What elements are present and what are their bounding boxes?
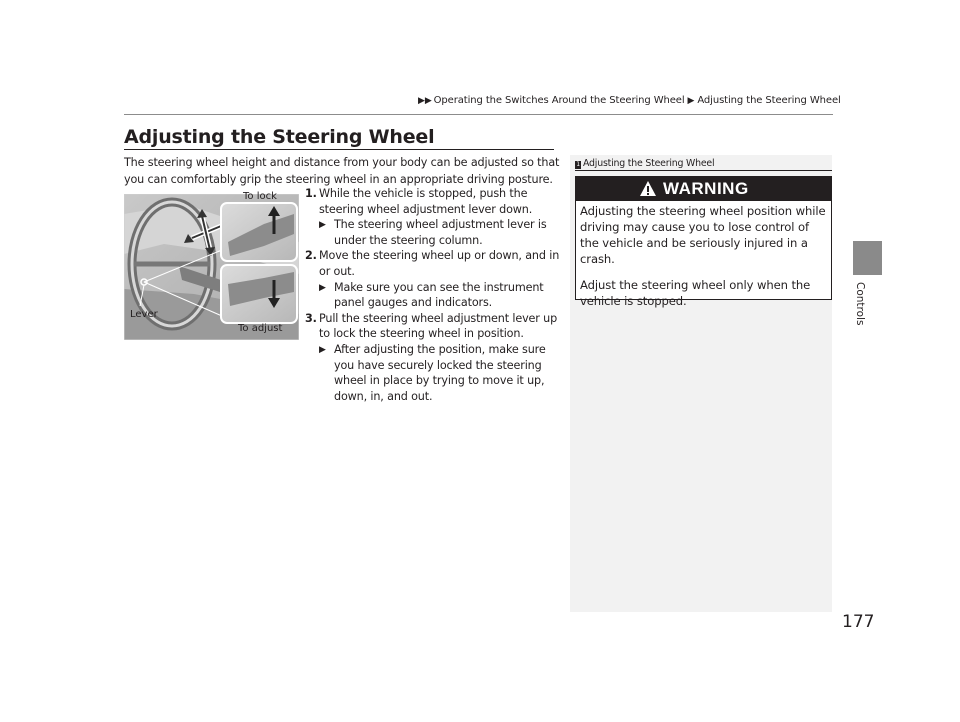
step-note-text: After adjusting the position, make sure you have securely locked the steering wheel in place by trying to move it up, down, in, and out. — [334, 342, 546, 403]
warning-triangle-icon — [639, 180, 657, 197]
section-title: Adjusting the Steering Wheel — [124, 126, 435, 148]
step-number: 2. — [305, 249, 317, 263]
title-rule — [124, 149, 554, 150]
step-note — [319, 280, 560, 311]
arrow-icon: ▶ — [319, 282, 326, 293]
intro-text: The steering wheel height and distance from your body can be adjusted so that you can comfortably grip the steering wheel in an appropriate driving posture. — [124, 156, 560, 186]
sidebar-heading[interactable]: 1 Adjusting the Steering Wheel — [576, 158, 715, 169]
page-number: 177 — [842, 612, 875, 632]
header-rule — [124, 114, 833, 115]
warning-text: Adjust the steering wheel only when the vehicle is stopped. — [580, 278, 811, 308]
warning-label: WARNING — [663, 179, 749, 198]
arrow-icon: ▶ — [319, 220, 326, 231]
sidebar-rule — [575, 170, 832, 171]
breadcrumb — [418, 95, 841, 106]
step-item — [305, 186, 560, 217]
warning-text: Adjusting the steering wheel position while driving may cause you to lose control of the vehicle and be seriously injured in a crash. — [580, 204, 826, 266]
step-text: Pull the steering wheel adjustment lever up to lock the steering wheel in position. — [319, 311, 558, 341]
label-lever: Lever — [130, 309, 158, 320]
step-list — [305, 186, 560, 404]
breadcrumb-item[interactable]: Operating the Switches Around the Steering Wheel — [433, 95, 685, 106]
chapter-tab-label: Controls — [854, 282, 866, 326]
step-note-text: Make sure you can see the instrument panel gauges and indicators. — [334, 280, 544, 310]
step-note — [319, 342, 560, 404]
step-note — [319, 217, 560, 248]
breadcrumb-item[interactable]: Adjusting the Steering Wheel — [697, 95, 841, 106]
step-item — [305, 248, 560, 279]
warning-header — [576, 177, 831, 201]
step-item — [305, 311, 560, 342]
arrow-icon: ▶ — [687, 96, 695, 106]
step-number: 3. — [305, 311, 317, 325]
label-to-adjust: To adjust — [238, 323, 283, 334]
chapter-tab[interactable] — [853, 241, 882, 275]
step-note-text: The steering wheel adjustment lever is under the steering column. — [334, 218, 547, 247]
double-arrow-icon: ▶▶ — [418, 96, 432, 106]
reference-marker-icon: 1 — [576, 161, 580, 168]
step-text: While the vehicle is stopped, push the steering wheel adjustment lever down. — [319, 187, 533, 216]
warning-body — [580, 203, 830, 309]
step-number: 1. — [305, 187, 317, 200]
arrow-icon: ▶ — [319, 344, 326, 355]
step-text: Move the steering wheel up or down, and in or out. — [319, 249, 560, 278]
label-to-lock: To lock — [243, 191, 277, 202]
